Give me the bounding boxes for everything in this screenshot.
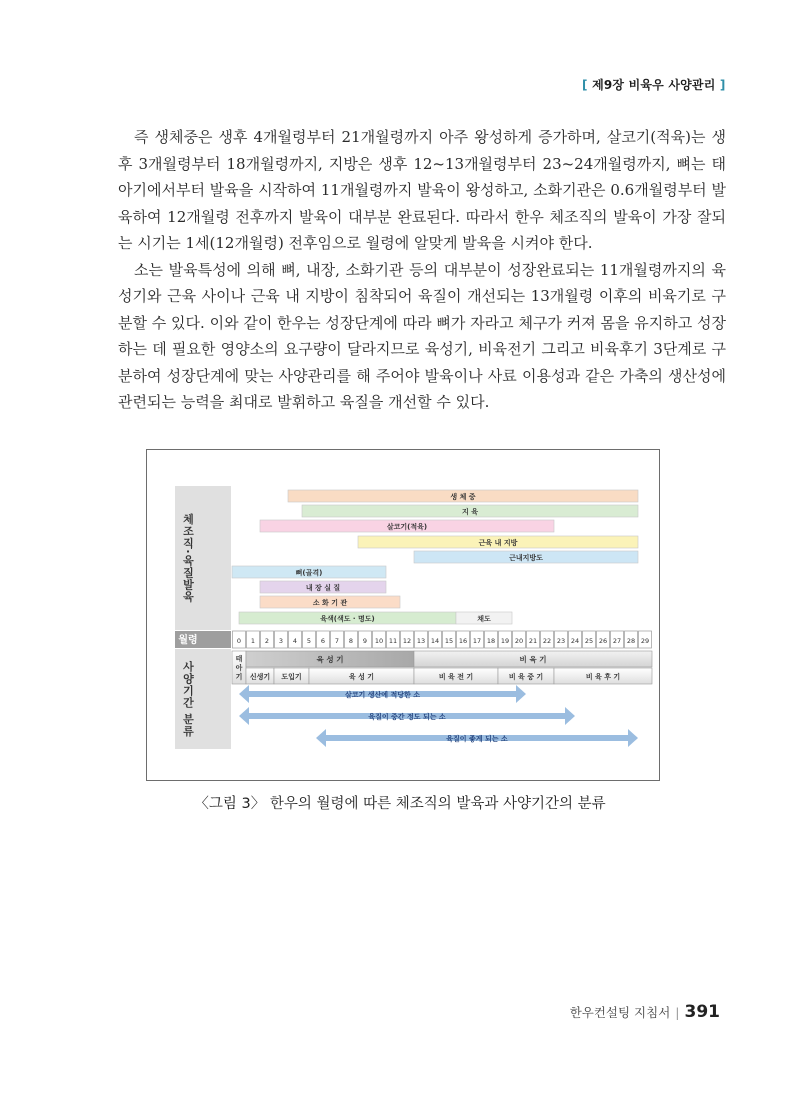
- growing-period-label: 육 성 기: [316, 655, 344, 664]
- header-bracket-close: ]: [719, 78, 726, 92]
- month-tick-label: 23: [556, 637, 566, 645]
- month-tick-label: 12: [402, 637, 412, 645]
- body-text: [118, 124, 726, 416]
- tissue-bar-label: 살코기(적육): [386, 523, 428, 531]
- book-title: 한우컨설팅 지침서: [569, 1005, 671, 1020]
- tissue-bar-label: 근내지방도: [509, 554, 543, 562]
- meat-color-label: 육색(색도 · 명도): [320, 615, 375, 623]
- month-tick-label: 5: [306, 637, 312, 645]
- month-tick-label: 13: [416, 637, 426, 645]
- month-tick-label: 0: [236, 637, 242, 645]
- month-tick-label: 21: [528, 637, 538, 645]
- month-tick-label: 20: [514, 637, 524, 645]
- footer-separator: |: [675, 1005, 680, 1020]
- fetal-period-char: 태: [235, 655, 243, 663]
- chapter-header: [582, 76, 726, 93]
- page-number: 391: [684, 1002, 720, 1022]
- period-arrow-label: 육질이 좋게 되는 소: [446, 735, 508, 743]
- header-bracket-open: [: [582, 78, 588, 92]
- month-tick-label: 24: [570, 637, 580, 645]
- month-tick-label: 29: [640, 637, 650, 645]
- month-tick-label: 2: [264, 637, 270, 645]
- tissue-bar-label: 소 화 기 관: [312, 599, 348, 607]
- tissue-bar-label: 생 체 중: [450, 493, 476, 501]
- paragraph-1: 즉 생체중은 생후 4개월령부터 21개월령까지 아주 왕성하게 증가하며, 살코기(적육)는 생후 3개월령부터 18개월령까지, 지방은 생후 12~13개월령부터 23~24개월령까지, 뼈는 태아기에서부터 발육을 시작하여 11개월령까지 발육이 왕성하고, 소화기관은 0.6개월령부터 발육하여 12개월령 전후까지 발육이 대부분 완료된다. 따라서 한우 체조직의 발육이 가장 잘되는 시기는 1세(12개월령) 전후임으로 월령에 알맞게 발육을 시켜야 한다.: [118, 128, 726, 252]
- tissue-bar-label: 뼈(골격): [295, 569, 323, 577]
- month-tick-label: 10: [374, 637, 384, 645]
- month-tick-label: 7: [334, 637, 340, 645]
- period-sub-label: 비 육 전 기: [438, 673, 474, 681]
- period-sub-label: 육 성 기: [348, 673, 375, 681]
- month-tick-label: 28: [626, 637, 636, 645]
- tissue-axis-label: 체조직·육질발육: [181, 513, 195, 603]
- period-sub-label: 도입기: [281, 673, 302, 681]
- month-tick-label: 15: [444, 637, 454, 645]
- month-tick-label: 6: [320, 637, 326, 645]
- month-tick-label: 8: [348, 637, 354, 645]
- month-tick-label: 19: [500, 637, 510, 645]
- period-arrow-label: 육질이 중간 정도 되는 소: [368, 713, 446, 721]
- month-axis-label: 월령: [178, 635, 198, 646]
- paragraph-2: 소는 발육특성에 의해 뼈, 내장, 소화기관 등의 대부분이 성장완료되는 11개월령까지의 육성기와 근육 사이나 근육 내 지방이 침착되어 육질이 개선되는 13개월령 이후의 비육기로 구분할 수 있다. 이와 같이 한우는 성장단계에 따라 뼈가 자라고 체구가 커져 몸을 유지하고 성장하는 데 필요한 영양소의 요구량이 달라지므로 육성기, 비육전기 그리고 비육후기 3단계로 구분하여 성장단계에 맞는 사양관리를 해 주어야 발육이나 사료 이용성과 같은 가축의 생산성에 관련되는 능력을 최대로 발휘하고 육질을 개선할 수 있다.: [118, 260, 726, 411]
- period-sub-label: 비 육 중 기: [508, 673, 544, 681]
- month-tick-label: 9: [362, 637, 368, 645]
- fattening-period-label: 비 육 기: [519, 655, 547, 664]
- saturation-label: 채도: [477, 615, 491, 623]
- month-tick-label: 14: [430, 637, 440, 645]
- month-tick-label: 22: [542, 637, 552, 645]
- period-axis-label: 사양기간 분류: [181, 660, 195, 738]
- figure-caption: 〈그림 3〉 한우의 월령에 따른 체조직의 발육과 사양기간의 분류: [194, 796, 606, 812]
- month-tick-label: 25: [584, 637, 594, 645]
- tissue-bar-label: 지 육: [462, 508, 478, 516]
- month-tick-label: 3: [278, 637, 284, 645]
- month-tick-label: 4: [292, 637, 298, 645]
- chapter-title: 제9장 비육우 사양관리: [592, 78, 716, 92]
- fetal-period-char: 아: [235, 664, 243, 672]
- fetal-period-char: 기: [235, 673, 243, 681]
- period-arrow-label: 살코기 생산에 적당한 소: [345, 691, 420, 699]
- page-footer: [570, 1002, 720, 1022]
- month-tick-label: 17: [472, 637, 482, 645]
- month-tick-label: 11: [388, 637, 398, 645]
- month-tick-label: 27: [612, 637, 622, 645]
- month-tick-label: 1: [250, 637, 256, 645]
- month-tick-label: 18: [486, 637, 496, 645]
- period-sub-label: 비 육 후 기: [585, 673, 621, 681]
- period-sub-label: 신생기: [249, 673, 271, 681]
- tissue-bar-label: 내 장 실 질: [305, 584, 341, 592]
- month-tick-label: 16: [458, 637, 468, 645]
- month-tick-label: 26: [598, 637, 608, 645]
- tissue-bar-label: 근육 내 지방: [478, 539, 518, 547]
- growth-period-diagram: [147, 450, 659, 780]
- figure-frame: [146, 449, 660, 781]
